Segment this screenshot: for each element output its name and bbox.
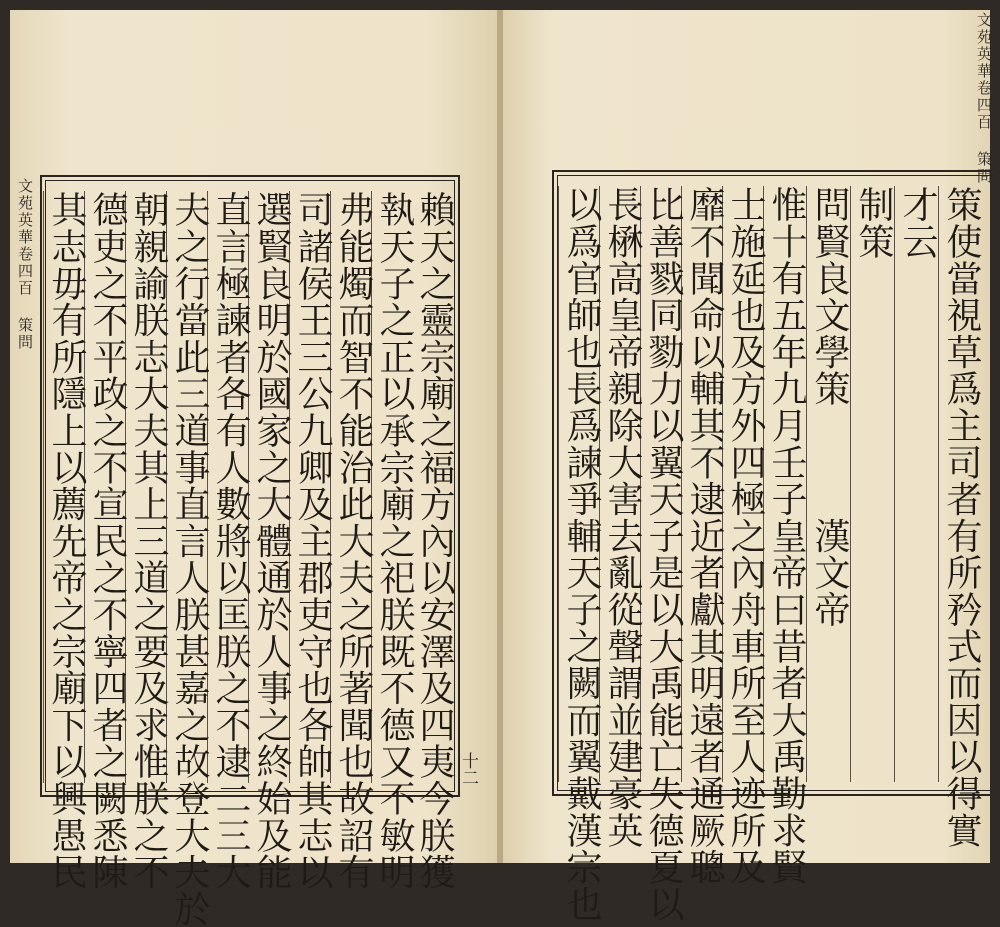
text-column: 才云 (897, 186, 938, 260)
text-column: 德吏之不平政之不宣民之不寧四者之闕悉陳 (87, 191, 128, 891)
text-column: 直言極諫者各有人數將以匡朕之不逮二三大 (210, 191, 251, 891)
text-column: 其志毋有所隱上以薦先帝之宗廟下以興愚民 (46, 191, 87, 891)
text-column: 弗能燭而智不能治此大夫之所著聞也故詔有 (333, 191, 374, 891)
text-column: 靡不聞命以輔其不逮近者獻其明遠者通厥聰 (684, 186, 725, 886)
right-col-6 (722, 186, 767, 886)
right-col-5 (763, 186, 808, 886)
left-text-frame (40, 175, 460, 927)
text-column: 制策 (853, 186, 894, 260)
text-column: 惟十有五年九月壬子皇帝曰昔者大禹勤求賢 (766, 186, 807, 886)
text-column: 比善戮同勠力以翼天子是以大禹能亡失德夏以 (643, 186, 684, 922)
right-margin-title: 文苑英華卷四百 策問 (975, 12, 993, 185)
left-col-5 (248, 191, 293, 891)
left-folio-number: 十二 (458, 752, 478, 786)
left-col-8 (125, 191, 170, 891)
text-column: 長楙高皇帝親除大害去亂從聲謂並建豪英 (602, 186, 643, 849)
text-column: 司諸侯王三公九卿及主郡吏守也各帥其志以 (292, 191, 333, 891)
left-col-3 (330, 191, 375, 891)
left-col-1 (412, 191, 456, 891)
right-col-10 (558, 186, 603, 922)
left-margin-title: 文苑英華卷四百 策問 (16, 178, 34, 351)
left-col-6 (207, 191, 252, 891)
text-column: 朝親諭朕志大夫其上三道之要及求惟朕之不 (128, 191, 169, 891)
right-col-8 (640, 186, 685, 922)
text-column: 夫之行當此三道事直言人朕甚嘉之故登大夫於 (169, 191, 210, 927)
text-column: 策使當視草爲主司者有所矜式而因以得實 (941, 186, 982, 849)
left-col-10 (43, 191, 88, 891)
right-col-7 (681, 186, 726, 886)
text-column: 執天子之正以承宗廟之祀朕既不德又不敏明 (374, 191, 415, 891)
text-column: 賴天之靈宗廟之福方內以安澤及四夷今朕獲 (414, 191, 455, 891)
text-column: 以爲官師也長爲諫爭輔天子之闕而翼戴漢宗也 (561, 186, 602, 922)
text-column: 問賢良文學策 漢文帝 (809, 186, 850, 628)
left-col-2 (371, 191, 416, 891)
left-col-9 (84, 191, 129, 891)
right-col-3 (850, 186, 895, 782)
text-column: 士施延也及方外四極之內舟車所至人迹所及 (725, 186, 766, 886)
left-col-4 (289, 191, 334, 891)
right-text-frame (552, 170, 990, 922)
right-col-4 (806, 186, 851, 782)
text-column: 選賢良明於國家之大體通於人事之終始及能 (251, 191, 292, 891)
right-col-9 (599, 186, 644, 849)
right-col-2 (894, 186, 939, 782)
left-col-7 (166, 191, 211, 927)
